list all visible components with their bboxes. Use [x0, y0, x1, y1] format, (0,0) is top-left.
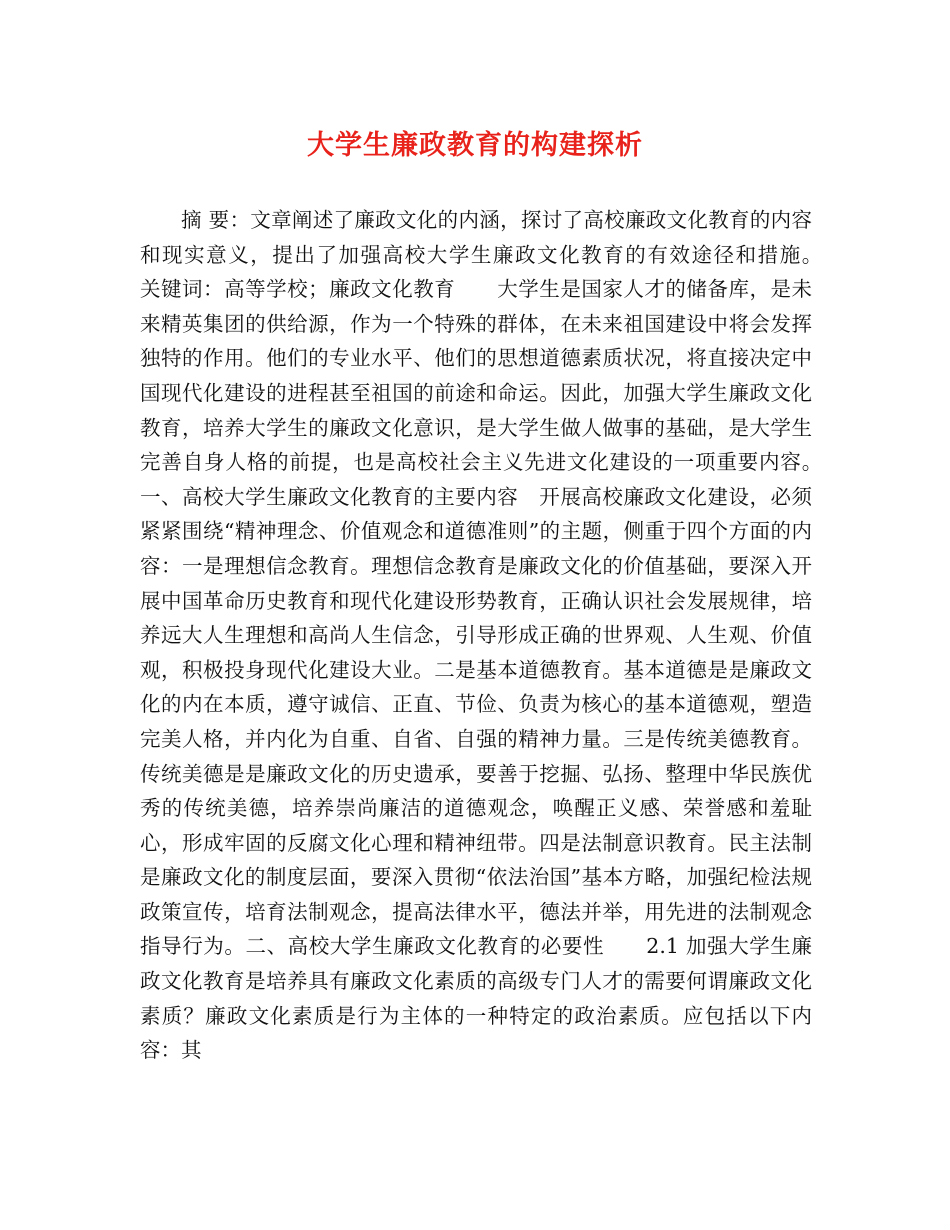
document-body-text: 摘 要：文章阐述了廉政文化的内涵，探讨了高校廉政文化教育的内容和现实意义，提出了加强高校大学生廉政文化教育的有效途径和措施。 关键词：高等学校；廉政文化教育 大学生是国家人才的储备库，是未来精英集团的供给源，作为一个特殊的群体，在未来祖国建设中将会发挥独特的作用。他们的专业水平、他们的思想道德素质状况，将直接决定中国现代化建设的进程甚至祖国的前途和命运。因此，加强大学生廉政文化教育，培养大学生的廉政文化意识，是大学生做人做事的基础，是大学生完善自身人格的前提，也是高校社会主义先进文化建设的一项重要内容。 一、高校大学生廉政文化教育的主要内容 开展高校廉政文化建设，必须紧紧围绕“精神理念、价值观念和道德准则”的主题，侧重于四个方面的内容：一是理想信念教育。理想信念教育是廉政文化的价值基础，要深入开展中国革命历史教育和现代化建设形势教育，正确认识社会发展规律，培养远大人生理想和高尚人生信念，引导形成正确的世界观、人生观、价值观，积极投身现代化建设大业。二是基本道德教育。基本道德是是廉政文化的内在本质，遵守诚信、正直、节俭、负责为核心的基本道德观，塑造完美人格，并内化为自重、自省、自强的精神力量。三是传统美德教育。传统美德是是廉政文化的历史遗承，要善于挖掘、弘扬、整理中华民族优秀的传统美德，培养崇尚廉洁的道德观念，唤醒正义感、荣誉感和羞耻心，形成牢固的反腐文化心理和精神纽带。四是法制意识教育。民主法制是廉政文化的制度层面，要深入贯彻“依法治国”基本方略，加强纪检法规政策宣传，培育法制观念，提高法律水平，德法并举，用先进的法制观念指导行为。二、高校大学生廉政文化教育的必要性 2.1 加强大学生廉政文化教育是培养具有廉政文化素质的高级专门人才的需要何谓廉政文化素质？廉政文化素质是行为主体的一种特定的政治素质。应包括以下内容：其 [140, 208, 853, 1063]
document-title: 大学生廉政教育的构建探析 [307, 130, 643, 161]
